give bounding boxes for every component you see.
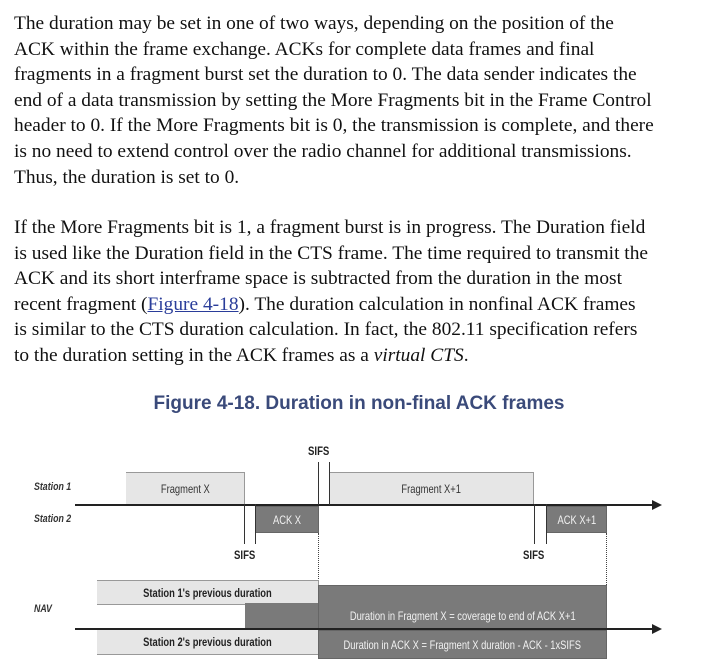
arrow-icon [652,500,662,510]
text-line [14,343,648,369]
sifs-label: SIFS [234,548,256,562]
sifs-label: SIFS [308,444,330,458]
text-line [14,292,648,318]
text-line: fragments in a fragment burst set the duration to 0. The data sender indicates the [14,64,637,86]
duration-in-fragment-bar [318,585,607,629]
text: . [463,344,469,366]
sifs-label: SIFS [523,548,545,562]
sifs-marker [546,504,547,544]
text: ). The duration calculation in nonfinal ACK frames [238,293,636,315]
italic-text: virtual CTS [373,344,464,366]
figure-link[interactable]: Figure 4-18 [147,293,239,315]
sifs-marker [534,504,535,544]
text-line: is used like the Duration field in the CTS frame. The time required to transmit the [14,242,648,264]
fragment-x1-frame [329,472,534,504]
sifs-marker [244,504,245,544]
frame-label: Fragment X+1 [401,481,462,496]
paragraph-1 [14,11,654,190]
ack-x-frame [255,506,319,533]
text: to the duration setting in the ACK frames as a [14,344,374,366]
nav-overlap [245,603,319,629]
frame-label: ACK X+1 [557,512,596,527]
text-line: Thus, the duration is set to 0. [14,166,240,188]
figure-title: Figure 4-18. Duration in non-final ACK frames [153,393,565,414]
sifs-marker [255,504,256,544]
sifs-marker [318,462,319,505]
station1-label: Station 1 [34,481,72,493]
text-line: is no need to extend control over the radio channel for additional transmissions. [14,140,632,162]
text-line: ACK and its short interframe space is subtracted from the duration in the most [14,268,622,290]
station1-previous-duration [97,580,319,605]
arrow-icon [652,624,662,634]
station2-previous-duration [97,630,319,655]
nav-label: NAV [34,603,52,615]
text-line: end of a data transmission by setting the More Fragments bit in the Frame Control [14,89,652,111]
text: recent fragment ( [14,293,148,315]
paragraph-2 [14,215,648,369]
station2-label: Station 2 [34,513,72,525]
text-line: header to 0. If the More Fragments bit is 0, the transmission is complete, and there [14,115,654,137]
bar-label: Duration in Fragment X = coverage to end of ACK X+1 [349,609,576,623]
frame-label: ACK X [272,512,302,527]
duration-in-ack-bar [318,630,607,659]
frame-label: Fragment X [160,481,210,496]
fragment-x-frame [126,472,245,504]
sifs-marker [329,462,330,505]
text-line: The duration may be set in one of two ways, depending on the position of the [14,13,614,34]
dotted-guide [606,533,607,585]
bar-label: Station 2's previous duration [143,635,272,649]
bar-label: Duration in ACK X = Fragment X duration - ACK - 1xSIFS [343,637,582,652]
dotted-guide [318,533,319,585]
text-line: If the More Fragments bit is 1, a fragment burst is in progress. The Duration field [14,217,646,238]
text-line: ACK within the frame exchange. ACKs for complete data frames and final [14,38,595,60]
bar-label: Station 1's previous duration [143,585,272,600]
text-line: is similar to the CTS duration calculation. In fact, the 802.11 specification refers [14,319,638,341]
ack-x1-frame [546,506,607,533]
